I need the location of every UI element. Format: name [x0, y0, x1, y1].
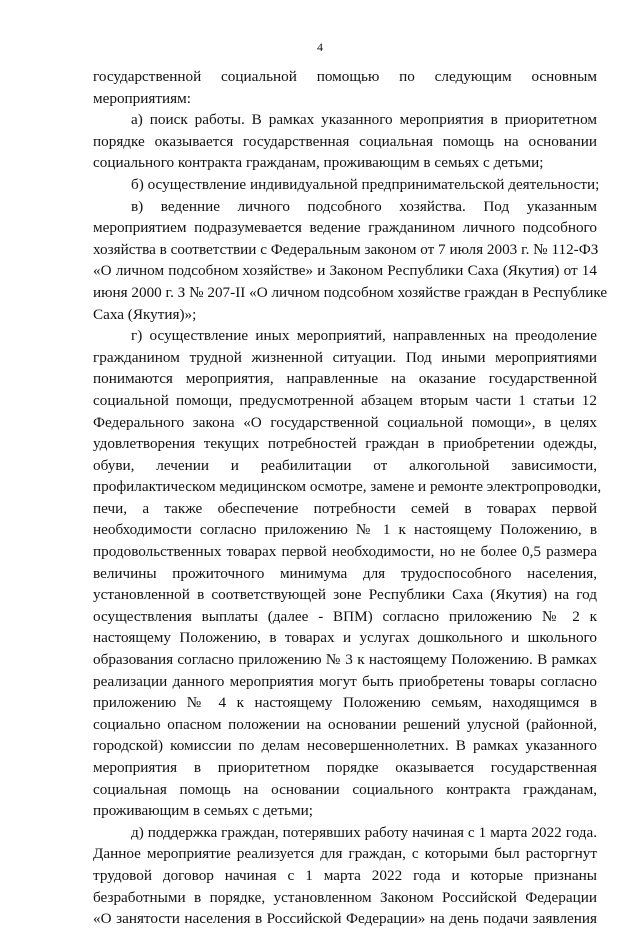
text-line: реализации данного мероприятия могут быть приобретены товары согласно [93, 672, 597, 690]
body-text [93, 66, 608, 930]
text-line: приложению № 4 к настоящему Положению семьям, находящимся в [93, 694, 597, 712]
text-line: Федерального закона «О государственной социальной помощи», в целях [93, 413, 597, 431]
text-line: величины прожиточного минимума для трудоспособного населения, [93, 564, 597, 582]
text-line: образования согласно приложению № 3 к настоящему Положению. В рамках [93, 651, 597, 669]
page-number: 4 [317, 40, 323, 54]
text-line: социально опасном положении на основании решений улусной (районной, [93, 715, 597, 733]
text-line: печи, а также обеспечение потребности семей в товарах первой [93, 499, 597, 517]
text-line: настоящему Положению, в товарах и услугах дошкольного и школьного [93, 629, 597, 647]
text-line: порядке оказывается государственная социальная помощь на основании [93, 132, 597, 150]
text-line: безработными в порядке, установленном Законом Российской Федерации [93, 888, 597, 906]
text-line: необходимости согласно приложению № 1 к настоящему Положению, в [93, 521, 597, 539]
text-line: мероприятием подразумевается ведение гражданином личного подсобного [93, 219, 597, 237]
text-line: обуви, лечении и реабилитации от алкогольной зависимости, [93, 456, 597, 474]
text-line: социальная помощь на основании социального контракта гражданам, [93, 780, 597, 798]
text-line: социального контракта гражданам, проживающим в семьях с детьми; [93, 154, 544, 172]
text-line: Саха (Якутия)»; [93, 305, 197, 323]
text-line: удовлетворения текущих потребностей граждан в приобретении одежды, [93, 435, 597, 453]
text-line: мероприятия в приоритетном порядке оказывается государственная [93, 759, 597, 776]
text-line: г) осуществление иных мероприятий, направленных на преодоление [131, 327, 597, 345]
text-line: городской) комиссии по делам несовершеннолетних. В рамках указанного [93, 737, 597, 755]
text-line: в) веденние личного подсобного хозяйства. Под указанным [131, 197, 597, 215]
text-line: «О занятости населения в Российской Федерации» на день подачи заявления [93, 910, 597, 928]
text-line: социальной помощи, предусмотренной абзацем вторым части 1 статьи 12 [93, 391, 597, 409]
text-line: осуществления выплаты (далее - ВПМ) согласно приложению № 2 к [93, 607, 597, 625]
text-line: Данное мероприятие реализуется для граждан, с которыми был расторгнут [93, 845, 597, 863]
text-line: а) поиск работы. В рамках указанного мероприятия в приоритетном [131, 111, 597, 129]
text-line: хозяйства в соответствии с Федеральным законом от 7 июля 2003 г. № 112-ФЗ [93, 240, 599, 258]
text-line: гражданином трудной жизненной ситуации. Под иными мероприятиями [93, 348, 597, 366]
text-line: д) поддержка граждан, потерявших работу начиная с 1 марта 2022 года. [131, 823, 597, 841]
text-line: понимаются мероприятия, направленные на оказание государственной [93, 370, 597, 388]
text-line: б) осуществление индивидуальной предпринимательской деятельности; [131, 175, 600, 193]
text-line: установленной в соответствующей зоне Республики Саха (Якутия) на год [93, 586, 597, 604]
text-line: проживающим в семьях с детьми; [93, 802, 313, 820]
text-line: трудовой договор начиная с 1 марта 2022 года и которые признаны [93, 866, 597, 884]
text-line: «О личном подсобном хозяйстве» и Законом Республики Саха (Якутия) от 14 [93, 262, 597, 280]
text-line: мероприятиям: [93, 89, 191, 107]
text-line: профилактическом медицинском осмотре, замене и ремонте электропроводки, [93, 478, 602, 496]
text-line: июня 2000 г. З № 207-II «О личном подсобном хозяйстве граждан в Республике [93, 283, 608, 301]
text-line: государственной социальной помощью по следующим основным [93, 68, 597, 85]
text-line: продовольственных товарах первой необходимости, но не более 0,5 размера [93, 543, 597, 561]
